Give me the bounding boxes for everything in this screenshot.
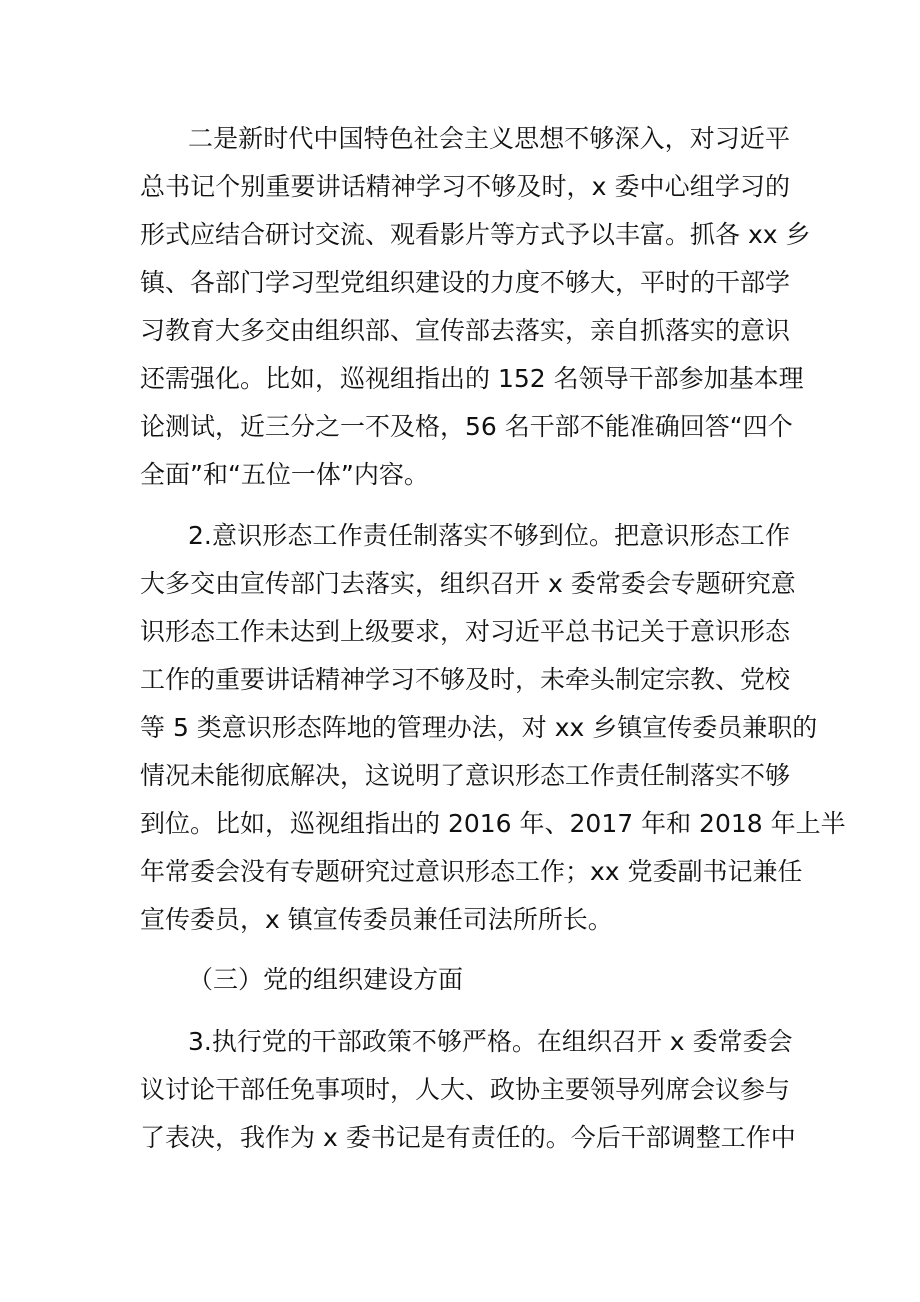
paragraph-2-line-6: 情况未能彻底解决，这说明了意识形态工作责任制落实不够 (140, 761, 791, 790)
paragraph-2-line-9: 宣传委员，x 镇宣传委员兼任司法所所长。 (140, 905, 613, 934)
section-heading: （三）党的组织建设方面 (188, 965, 464, 994)
paragraph-2-line-7: 到位。比如，巡视组指出的 2016 年、2017 年和 2018 年上半 (140, 809, 846, 838)
paragraph-1-line-4: 镇、各部门学习型党组织建设的力度不够大，平时的干部学 (140, 268, 791, 297)
paragraph-2-line-5: 等 5 类意识形态阵地的管理办法，对 xx 乡镇宣传委员兼职的 (140, 713, 818, 742)
paragraph-3-line-2: 议讨论干部任免事项时，人大、政协主要领导列席会议参与 (140, 1075, 791, 1104)
paragraph-3-line-3: 了表决，我作为 x 委书记是有责任的。今后干部调整工作中 (140, 1123, 796, 1152)
paragraph-1-line-7: 论测试，近三分之一不及格，56 名干部不能准确回答“四个 (140, 412, 793, 441)
paragraph-2-line-3: 识形态工作未达到上级要求，对习近平总书记关于意识形态 (140, 617, 791, 646)
paragraph-2-line-8: 年常委会没有专题研究过意识形态工作；xx 党委副书记兼任 (140, 857, 803, 886)
paragraph-1-line-5: 习教育大多交由组织部、宣传部去落实，亲自抓落实的意识 (140, 316, 791, 345)
paragraph-3-line-1: 3.执行党的干部政策不够严格。在组织召开 x 委常委会 (188, 1027, 793, 1056)
paragraph-2-line-2: 大多交由宣传部门去落实，组织召开 x 委常委会专题研究意 (140, 569, 796, 598)
paragraph-1-line-8: 全面”和“五位一体”内容。 (140, 460, 429, 489)
paragraph-1-line-6: 还需强化。比如，巡视组指出的 152 名领导干部参加基本理 (140, 364, 804, 393)
paragraph-1-line-1: 二是新时代中国特色社会主义思想不够深入，对习近平 (188, 124, 790, 153)
paragraph-2-line-1: 2.意识形态工作责任制落实不够到位。把意识形态工作 (188, 521, 790, 550)
paragraph-1-line-3: 形式应结合研讨交流、观看影片等方式予以丰富。抓各 xx 乡 (140, 220, 811, 249)
paragraph-1-line-2: 总书记个别重要讲话精神学习不够及时，x 委中心组学习的 (140, 172, 790, 201)
paragraph-2-line-4: 工作的重要讲话精神学习不够及时，未牵头制定宗教、党校 (140, 665, 791, 694)
